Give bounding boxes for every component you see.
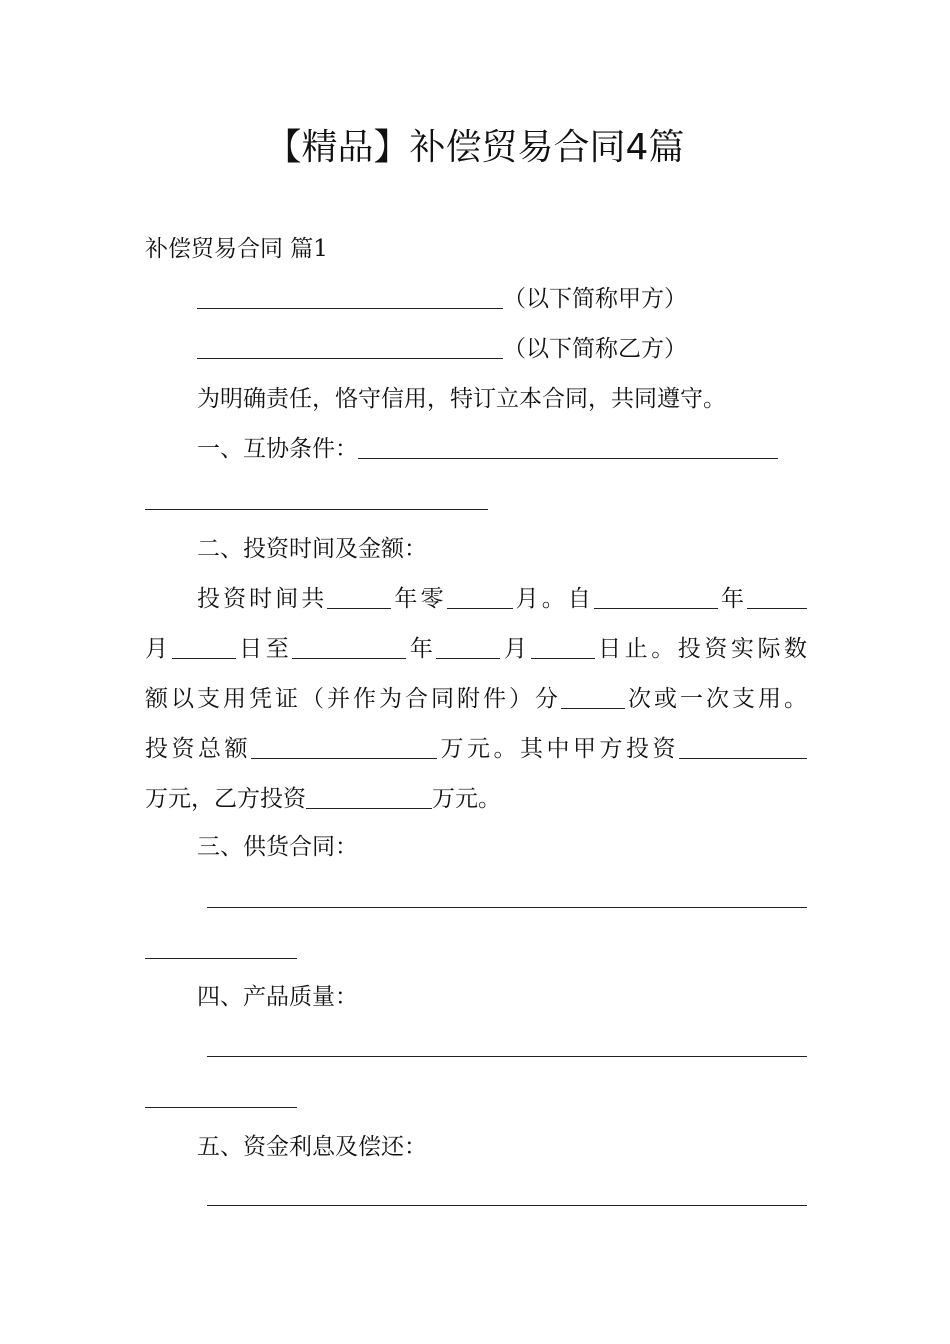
- start-day-blank[interactable]: [172, 635, 236, 659]
- start-year-blank[interactable]: [594, 585, 718, 609]
- clause2-text: 月: [145, 636, 172, 662]
- clause2-text: 日至: [235, 636, 293, 662]
- document-title: 【精品】补偿贸易合同4篇: [265, 127, 685, 168]
- party-b-line: [145, 324, 807, 374]
- total-investment-blank[interactable]: [251, 735, 437, 759]
- clause2-text: 投资时间共: [197, 586, 328, 612]
- party-b-blank[interactable]: [197, 335, 503, 359]
- installments-blank[interactable]: [561, 685, 625, 709]
- party-a-blank[interactable]: [197, 285, 503, 309]
- clause2-heading: 二、投资时间及金额：: [197, 536, 427, 562]
- clause2-line3: [145, 674, 807, 724]
- end-month-blank[interactable]: [436, 635, 500, 659]
- clause1-label: 一、互协条件：: [197, 436, 358, 462]
- clause3-heading: 三、供货合同：: [197, 834, 358, 860]
- clause2-text: 额以支用凭证（并作为合同附件）分: [145, 686, 561, 712]
- party-b-investment-blank[interactable]: [306, 785, 432, 809]
- clause2-text: 次或一次支用。: [625, 686, 807, 712]
- clause2-line2: [145, 624, 807, 674]
- clause1-blank[interactable]: [358, 435, 778, 459]
- clause3-blank-continued[interactable]: [145, 958, 297, 959]
- clause4-heading: 四、产品质量：: [197, 984, 358, 1010]
- clause2-text: 月。自: [512, 586, 594, 612]
- end-year-blank[interactable]: [292, 635, 406, 659]
- party-a-line: [145, 274, 807, 324]
- clause2-text: 月: [500, 636, 531, 662]
- party-b-suffix: （以下简称乙方）: [503, 336, 687, 362]
- party-a-investment-blank[interactable]: [679, 735, 807, 759]
- clause3-blank[interactable]: [207, 907, 807, 908]
- preamble: 为明确责任，恪守信用，特订立本合同，共同遵守。: [197, 386, 726, 412]
- months-blank[interactable]: [447, 585, 513, 609]
- clause2-text: 万元，乙方投资: [145, 786, 306, 812]
- end-day-blank[interactable]: [531, 635, 595, 659]
- party-a-suffix: （以下简称甲方）: [503, 286, 687, 312]
- clause4-blank-continued[interactable]: [145, 1107, 297, 1108]
- clause1-line: [145, 424, 807, 474]
- clause5-blank[interactable]: [207, 1205, 807, 1206]
- clause2-text: 万元。其中甲方投资: [437, 736, 679, 762]
- years-blank[interactable]: [327, 585, 391, 609]
- clause2-text: 投资总额: [145, 736, 251, 762]
- start-month-blank[interactable]: [747, 585, 807, 609]
- clause2-line5: [145, 774, 807, 824]
- clause1-blank-continued[interactable]: [145, 509, 488, 510]
- clause2-text: 年零: [391, 586, 447, 612]
- clause2-text: 年: [717, 586, 748, 612]
- clause4-blank[interactable]: [207, 1056, 807, 1057]
- clause2-line4: [145, 724, 807, 774]
- clause2-line1: [145, 574, 807, 624]
- clause2-text: 年: [406, 636, 437, 662]
- section-heading: 补偿贸易合同 篇1: [145, 236, 328, 262]
- clause2-text: 万元。: [432, 786, 501, 812]
- clause5-heading: 五、资金利息及偿还：: [197, 1134, 427, 1160]
- clause2-text: 日止。投资实际数: [594, 636, 807, 662]
